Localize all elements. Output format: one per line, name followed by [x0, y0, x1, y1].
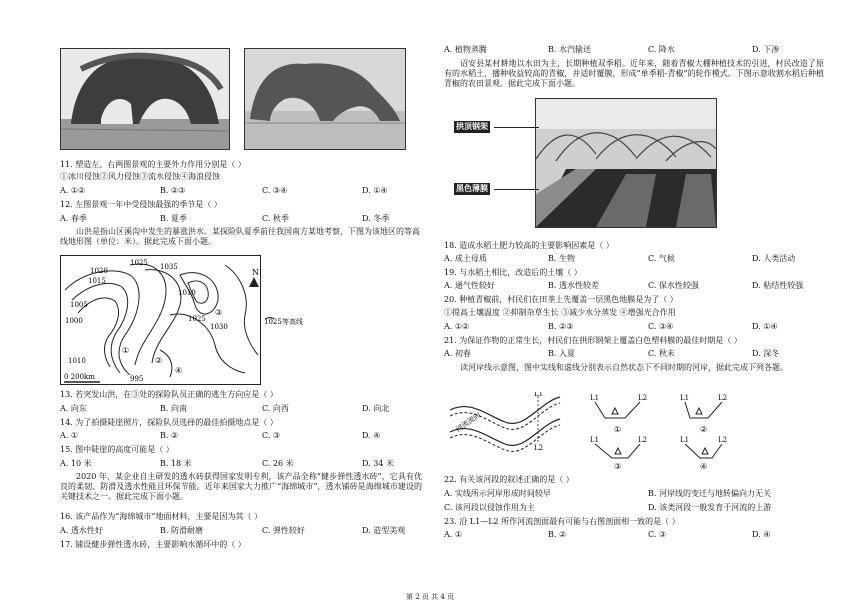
river-L2-label: L2	[534, 444, 544, 452]
q22-stem: 22. 有关该河段的叙述正确的是（ ）	[444, 475, 574, 484]
intro-permeable-brick: 2020 年，某企业自主研发的透水砖获得国家发明专利，该产品全称“健步弹性透水砖”，它具有优良的柔韧、防滑及透水性能且环保节能。近年来国家大力推广“海绵城市”，透水铺砖是海绵城市建设的关键技术之一。据此完成下面小题。	[60, 472, 422, 501]
profile-panel-4	[680, 436, 727, 470]
q16-option-c[interactable]: C. 弹性较好	[262, 526, 305, 535]
q22-option-c[interactable]: C. 该河段以侵蚀作用为主	[444, 503, 535, 512]
contour-label-1030: 1030	[210, 323, 228, 331]
q17-option-a[interactable]: A. 植物蒸腾	[444, 45, 487, 54]
q14-option-b[interactable]: B. ②	[160, 431, 179, 440]
svg-text:L1: L1	[590, 436, 600, 444]
q14-option-a[interactable]: A. ①	[60, 431, 79, 440]
svg-text:③: ③	[614, 462, 622, 470]
q18-option-d[interactable]: D. 人类活动	[752, 254, 796, 263]
q11-option-c[interactable]: C. ③④	[262, 186, 288, 195]
svg-text:L2: L2	[638, 436, 648, 444]
sea-arch-image	[245, 49, 405, 149]
q14-stem: 14. 为了拍摄陡崖照片，探险队员选择的最佳拍摄地点是（ ）	[60, 418, 278, 427]
intro-river-bank: 读河岸线示意图，图中实线和虚线分别表示自然状态下不同时期的河岸，据此完成下列各题。	[460, 363, 788, 372]
q23-option-a[interactable]: A. ①	[444, 530, 463, 539]
point-3: ③	[215, 308, 223, 317]
q22-option-b[interactable]: B. 河岸线的变迁与地转偏向力无关	[648, 489, 771, 498]
q23-stem: 23. 沿 L1—L2 所作河流剖面最有可能与右图剖面相一致的是（ ）	[444, 517, 680, 526]
q15-stem: 15. 图中陡崖的高度可能是（ ）	[60, 445, 174, 454]
q21-option-c[interactable]: C. 秋末	[648, 349, 675, 358]
q13-option-b[interactable]: B. 向南	[160, 404, 187, 413]
profile-panel-3	[590, 436, 647, 470]
point-2: ②	[155, 356, 163, 365]
q20-stem: 20. 种植青椒前，村民们在田垄上先覆盖一层黑色地膜是为了（ ）	[444, 295, 678, 304]
contour-label-1010: 1010	[178, 289, 196, 297]
q19-option-c[interactable]: C. 保水性较强	[648, 281, 699, 290]
river-bank-svg	[450, 392, 820, 470]
intro-contour-map: 山洪是指山区溪沟中发生的暴涨洪水。某探险队夏季前往我国南方某地考察，下图为该地区的等高线地形图（单位：米）。据此完成下面小题。	[60, 227, 420, 246]
legend-label-1025: 1025	[264, 318, 282, 326]
q15-option-a[interactable]: A. 10 米	[60, 459, 92, 468]
svg-text:L1: L1	[680, 394, 690, 402]
pointer-line-arch	[494, 127, 539, 128]
label-arch-frame: 拱顶钢架	[456, 122, 488, 131]
page-footer: 第 2 页 共 4 页	[405, 593, 455, 601]
svg-text:④: ④	[700, 462, 708, 470]
q21-option-d[interactable]: D. 深冬	[752, 349, 780, 358]
q21-option-a[interactable]: A. 初春	[444, 349, 471, 358]
svg-text:L2: L2	[718, 436, 728, 444]
greenhouse-field-image	[536, 99, 716, 227]
q18-option-c[interactable]: C. 气候	[648, 254, 675, 263]
q15-option-c[interactable]: C. 26 米	[262, 459, 294, 468]
q11-option-b[interactable]: B. ②③	[160, 186, 186, 195]
contour-map-figure	[60, 255, 310, 385]
q11-option-a[interactable]: A. ①②	[60, 186, 86, 195]
q11-stem: 11. 塑造左、右两图景观的主要外力作用分别是（ ）	[60, 160, 246, 169]
q11-choices: ①冰川侵蚀②风力侵蚀③流水侵蚀④海浪侵蚀	[60, 172, 220, 181]
q17-option-c[interactable]: C. 降水	[648, 45, 675, 54]
q22-option-d[interactable]: D. 该类河段一般发育于河流的上游	[648, 503, 772, 512]
contour-label-1020: 1020	[90, 267, 108, 275]
q23-option-b[interactable]: B. ②	[548, 530, 567, 539]
q18-option-b[interactable]: B. 生物	[548, 254, 575, 263]
q13-stem: 13. 若突发山洪，在③处的探险队员正确的逃生方向应是（ ）	[60, 390, 278, 399]
contour-label-1035: 1035	[160, 263, 178, 271]
contour-label-1005: 1005	[70, 301, 88, 309]
greenhouse-photo	[535, 98, 717, 228]
point-1: ①	[122, 346, 130, 355]
q16-option-b[interactable]: B. 防滑耐磨	[160, 526, 203, 535]
contour-label-1025-mid: 1025	[188, 315, 206, 323]
legend-contour-label: 等高线	[282, 318, 303, 326]
q13-option-a[interactable]: A. 向东	[60, 404, 87, 413]
q14-option-d[interactable]: D. ④	[362, 431, 381, 440]
elephant-trunk-hill-image	[61, 49, 229, 149]
q12-option-b[interactable]: B. 夏季	[160, 214, 187, 223]
q19-option-d[interactable]: D. 粘结性较强	[752, 281, 804, 290]
intro-rice-pepper: 诏安县某村耕地以水田为主，长期种植双季稻。近年来，随着青椒大棚种植技术的引进，村民改造了原有的水稻土，播种收益较高的青椒，并适时覆膜，形成“单季稻-青椒”的轮作模式。下图示意收割水稻后种植青椒的农田景观。据此完成下面小题。	[444, 59, 824, 88]
q11-option-d[interactable]: D. ①④	[362, 186, 388, 195]
contour-label-1025-top: 1025	[130, 259, 148, 267]
q12-option-d[interactable]: D. 冬季	[362, 214, 390, 223]
svg-text:L2: L2	[638, 394, 648, 402]
q22-option-a[interactable]: A. 实线所示河岸形成时间较早	[444, 489, 551, 498]
river-bank-figure	[450, 392, 820, 470]
q15-option-b[interactable]: B. 18 米	[160, 459, 192, 468]
right-landscape-photo	[244, 48, 406, 150]
profile-panel-1	[590, 394, 647, 434]
q16-stem: 16. 该产品作为“海绵城市”地面材料，主要是因为其（ ）	[60, 512, 262, 521]
svg-text:②: ②	[700, 425, 708, 434]
flow-direction-label: 河流流向	[454, 411, 483, 434]
north-arrow-icon: N	[252, 268, 259, 277]
scale-bar-label: 0 200km	[64, 373, 95, 381]
q21-stem: 21. 为保证作物的正常生长，村民们在拱形钢架上覆盖白色塑料膜的最佳时期是（ ）	[444, 336, 742, 345]
contour-label-1015: 1015	[88, 277, 106, 285]
q16-option-d[interactable]: D. 造型美观	[362, 526, 406, 535]
label-black-film: 黑色薄膜	[456, 184, 488, 193]
contour-label-995: 995	[130, 375, 144, 383]
q23-option-d[interactable]: D. ④	[752, 530, 771, 539]
svg-text:L1: L1	[590, 394, 600, 402]
q12-stem: 12. 左图景观一年中受侵蚀最强的季节是（ ）	[60, 200, 222, 209]
q17-option-d[interactable]: D. 下渗	[752, 45, 780, 54]
q20-option-b[interactable]: B. ②③	[548, 322, 574, 331]
q18-option-a[interactable]: A. 成土母质	[444, 254, 487, 263]
q14-option-c[interactable]: C. ③	[262, 431, 281, 440]
pointer-line-film	[494, 189, 539, 190]
q19-option-b[interactable]: B. 透水性较差	[548, 281, 599, 290]
profile-panel-2	[680, 394, 727, 434]
q20-option-d[interactable]: D. ①④	[752, 322, 778, 331]
q21-option-b[interactable]: B. 入夏	[548, 349, 575, 358]
q19-stem: 19. 与水稻土相比，改造后的土壤（ ）	[444, 268, 582, 277]
contour-map-svg	[60, 255, 310, 385]
q16-option-a[interactable]: A. 透水性好	[60, 526, 103, 535]
q15-option-d[interactable]: D. 34 米	[362, 459, 394, 468]
q17-option-b[interactable]: B. 水汽输送	[548, 45, 591, 54]
contour-label-1010-left: 1010	[68, 357, 86, 365]
svg-text:L2: L2	[718, 394, 728, 402]
q13-option-d[interactable]: D. 向北	[362, 404, 390, 413]
q13-option-c[interactable]: C. 向西	[262, 404, 289, 413]
q12-option-a[interactable]: A. 春季	[60, 214, 87, 223]
q20-choices: ①提高土壤温度 ②抑制杂草生长 ③减少水分蒸发 ④增强光合作用	[444, 308, 676, 317]
q18-stem: 18. 造成水稻土肥力较高的主要影响因素是（ ）	[444, 241, 614, 250]
q20-option-a[interactable]: A. ①②	[444, 322, 470, 331]
q19-option-a[interactable]: A. 通气性较好	[444, 281, 495, 290]
point-4: ④	[175, 366, 183, 375]
left-landscape-photo	[60, 48, 230, 150]
q12-option-c[interactable]: C. 秋季	[262, 214, 289, 223]
svg-text:①: ①	[614, 425, 622, 434]
svg-text:L1: L1	[680, 436, 690, 444]
q17-stem: 17. 铺设健步弹性透水砖，主要影响水循环中的（ ）	[60, 540, 246, 549]
q20-option-c[interactable]: C. ③④	[648, 322, 674, 331]
q23-option-c[interactable]: C. ③	[648, 530, 667, 539]
river-L1-label: L1	[534, 392, 544, 398]
contour-label-1000: 1000	[65, 317, 83, 325]
